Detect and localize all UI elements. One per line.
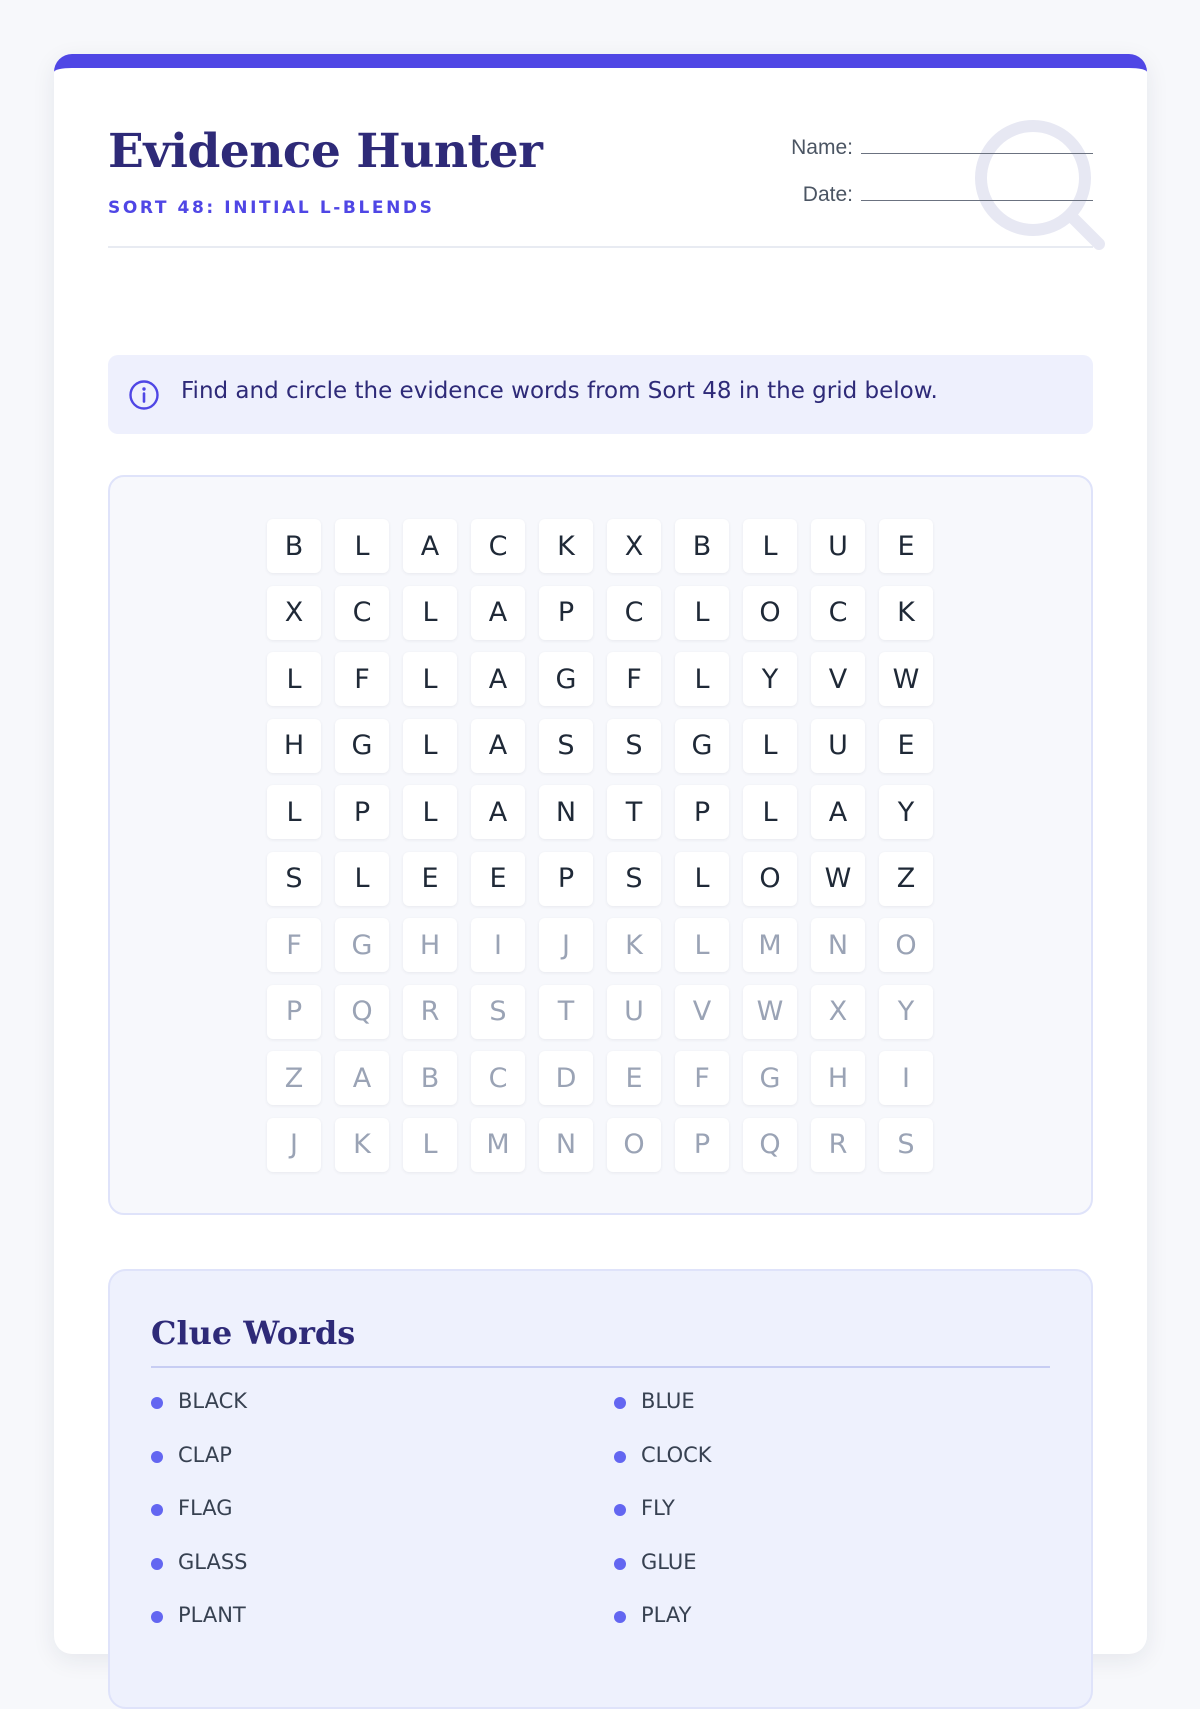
grid-cell[interactable]: E [879,719,933,773]
grid-cell[interactable]: V [675,985,729,1039]
bullet-icon [151,1558,163,1570]
grid-cell[interactable]: L [403,586,457,640]
clue-word-list [151,1389,1051,1657]
clue-word-item [614,1443,1054,1497]
grid-cell[interactable]: N [539,785,593,839]
grid-cell[interactable]: A [471,719,525,773]
grid-cell[interactable]: T [539,985,593,1039]
instruction-banner [108,355,1093,434]
grid-cell[interactable]: C [471,1051,525,1105]
info-icon [128,379,160,411]
grid-cell[interactable]: L [335,852,389,906]
grid-cell[interactable]: L [403,652,457,706]
clue-word-item [151,1389,614,1443]
grid-cell[interactable]: H [811,1051,865,1105]
grid-cell[interactable]: S [539,719,593,773]
grid-cell[interactable]: L [743,719,797,773]
grid-cell[interactable]: H [403,918,457,972]
grid-cell[interactable]: W [743,985,797,1039]
clue-word-item [151,1443,614,1497]
grid-cell[interactable]: N [811,918,865,972]
grid-cell[interactable]: F [267,918,321,972]
date-label: Date: [802,183,853,206]
bullet-icon [614,1611,626,1623]
bullet-icon [614,1451,626,1463]
grid-cell[interactable]: L [403,1118,457,1172]
grid-cell[interactable]: L [675,918,729,972]
grid-cell[interactable]: X [267,586,321,640]
grid-cell[interactable]: P [675,1118,729,1172]
grid-cell[interactable]: E [879,519,933,573]
grid-cell[interactable]: L [675,852,729,906]
grid-cell[interactable]: A [403,519,457,573]
grid-cell[interactable]: C [607,586,661,640]
grid-cell[interactable]: V [811,652,865,706]
grid-cell[interactable]: L [335,519,389,573]
clue-word-item [151,1550,614,1604]
clue-word-item [614,1496,1054,1550]
grid-cell[interactable]: A [811,785,865,839]
grid-cell[interactable]: R [811,1118,865,1172]
grid-cell[interactable]: S [267,852,321,906]
grid-cell[interactable]: H [267,719,321,773]
grid-cell[interactable]: O [743,852,797,906]
grid-cell[interactable]: D [539,1051,593,1105]
bullet-icon [614,1504,626,1516]
clue-word-label: PLAY [641,1603,692,1627]
clue-word-label: BLACK [178,1389,248,1413]
clue-word-item [151,1496,614,1550]
clue-word-label: GLUE [641,1549,697,1574]
grid-cell[interactable]: Y [879,985,933,1039]
letter-grid [267,519,933,1172]
page-title: Evidence Hunter [108,124,543,179]
grid-cell[interactable]: U [607,985,661,1039]
grid-cell[interactable]: S [879,1118,933,1172]
grid-cell[interactable]: A [471,785,525,839]
grid-cell[interactable]: S [607,852,661,906]
grid-cell[interactable]: M [743,918,797,972]
grid-cell[interactable]: L [675,586,729,640]
grid-cell[interactable]: I [879,1051,933,1105]
date-field[interactable] [803,183,1093,207]
grid-cell[interactable]: R [403,985,457,1039]
grid-cell[interactable]: C [811,586,865,640]
clue-words-title: Clue Words [151,1314,1050,1368]
grid-cell[interactable]: G [335,719,389,773]
grid-cell[interactable]: G [675,719,729,773]
grid-cell[interactable]: W [811,852,865,906]
grid-cell[interactable]: P [267,985,321,1039]
grid-cell[interactable]: B [675,519,729,573]
grid-cell[interactable]: G [335,918,389,972]
grid-cell[interactable]: P [539,852,593,906]
bullet-icon [151,1504,163,1516]
grid-cell[interactable]: F [607,652,661,706]
grid-cell[interactable]: L [675,652,729,706]
grid-cell[interactable]: E [607,1051,661,1105]
grid-cell[interactable]: A [471,652,525,706]
clue-word-item [614,1389,1054,1443]
grid-cell[interactable]: X [811,985,865,1039]
grid-cell[interactable]: Z [267,1051,321,1105]
grid-cell[interactable]: L [743,785,797,839]
grid-cell[interactable]: X [607,519,661,573]
grid-cell[interactable]: O [879,918,933,972]
grid-cell[interactable]: Y [879,785,933,839]
grid-cell[interactable]: A [335,1051,389,1105]
bullet-icon [151,1397,163,1409]
grid-cell[interactable]: B [267,519,321,573]
clue-word-label: FLAG [178,1496,233,1520]
student-fields [753,122,1093,232]
grid-cell[interactable]: K [335,1118,389,1172]
grid-cell[interactable]: P [539,586,593,640]
grid-cell[interactable]: B [403,1051,457,1105]
clue-word-label: PLANT [178,1603,246,1627]
grid-cell[interactable]: U [811,519,865,573]
grid-cell[interactable]: E [403,852,457,906]
grid-cell[interactable]: C [335,586,389,640]
grid-cell[interactable]: L [267,785,321,839]
grid-cell[interactable]: K [539,519,593,573]
grid-cell[interactable]: W [879,652,933,706]
grid-cell[interactable]: J [539,918,593,972]
word-search-panel [108,475,1093,1215]
grid-cell[interactable]: S [607,719,661,773]
page-subtitle: SORT 48: INITIAL L-BLENDS [108,198,435,218]
clue-word-label: BLUE [641,1389,695,1413]
clue-words-panel [108,1269,1093,1709]
grid-cell[interactable]: Q [335,985,389,1039]
clue-word-item [614,1603,1054,1657]
instruction-text: Find and circle the evidence words from Sort 48 in the grid below. [181,378,938,404]
grid-cell[interactable]: S [471,985,525,1039]
grid-cell[interactable]: F [335,652,389,706]
grid-cell[interactable]: P [675,785,729,839]
clue-word-label: CLOCK [641,1442,712,1467]
clue-word-label: GLASS [178,1549,248,1574]
bullet-icon [151,1611,163,1623]
grid-cell[interactable]: G [743,1051,797,1105]
grid-cell[interactable]: O [607,1118,661,1172]
grid-cell[interactable]: F [675,1051,729,1105]
worksheet-card [54,54,1147,1654]
grid-cell[interactable]: L [743,519,797,573]
grid-cell[interactable]: L [403,719,457,773]
grid-cell[interactable]: P [335,785,389,839]
clue-word-label: CLAP [178,1442,232,1467]
date-line [861,188,1093,201]
grid-cell[interactable]: J [267,1118,321,1172]
grid-cell[interactable]: Z [879,852,933,906]
name-line [861,141,1093,154]
grid-cell[interactable]: T [607,785,661,839]
grid-cell[interactable]: U [811,719,865,773]
grid-cell[interactable]: Q [743,1118,797,1172]
grid-cell[interactable]: K [607,918,661,972]
grid-cell[interactable]: L [267,652,321,706]
clue-word-item [614,1550,1054,1604]
grid-cell[interactable]: I [471,918,525,972]
grid-cell[interactable]: C [471,519,525,573]
bullet-icon [614,1397,626,1409]
grid-cell[interactable]: Y [743,652,797,706]
bullet-icon [614,1558,626,1570]
bullet-icon [151,1451,163,1463]
clue-word-label: FLY [641,1496,675,1520]
grid-cell[interactable]: M [471,1118,525,1172]
name-label: Name: [791,136,853,159]
worksheet-header [108,122,1093,248]
grid-cell[interactable]: K [879,586,933,640]
grid-cell[interactable]: G [539,652,593,706]
grid-cell[interactable]: N [539,1118,593,1172]
grid-cell[interactable]: L [403,785,457,839]
clue-word-item [151,1603,614,1657]
grid-cell[interactable]: A [471,586,525,640]
grid-cell[interactable]: E [471,852,525,906]
name-field[interactable] [791,136,1093,160]
grid-cell[interactable]: O [743,586,797,640]
